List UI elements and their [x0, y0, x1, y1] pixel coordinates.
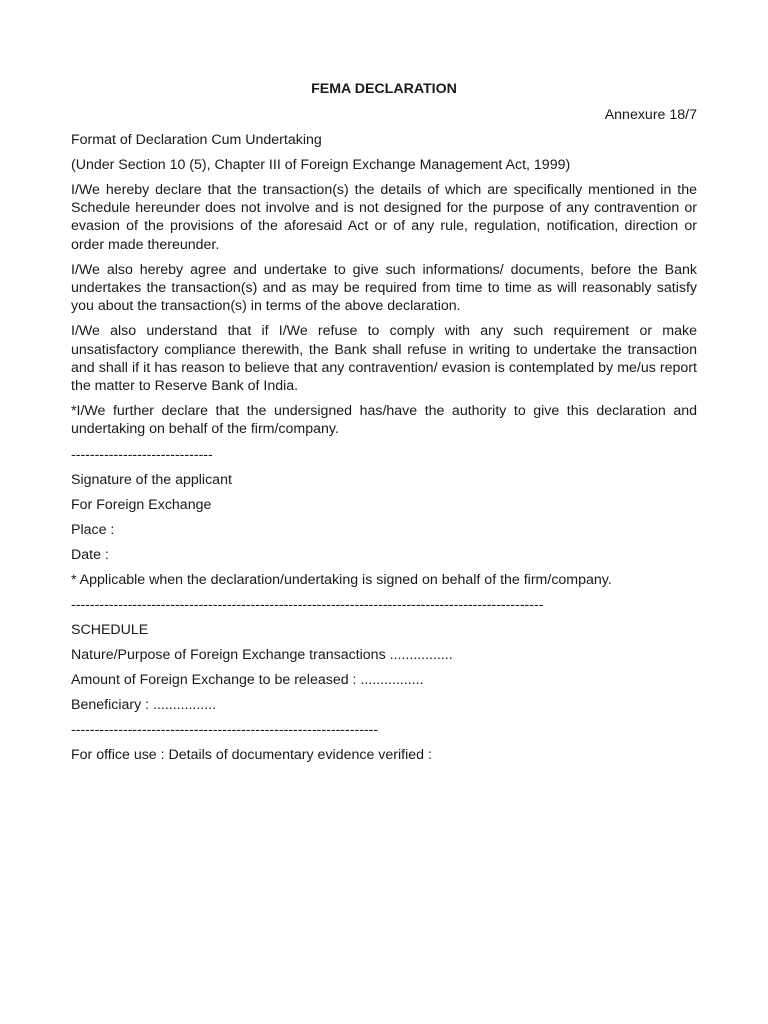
annexure-label: Annexure 18/7	[604, 107, 697, 123]
schedule-item-beneficiary: Beneficiary : ................	[71, 696, 217, 713]
declaration-paragraph-1: I/We hereby declare that the transaction(s) the details of which are specifically mentioned in the Schedule hereunder does not involve and is not designed for the purpose of any contravention or evasion of the provisions of the aforesaid Act or of any rule, regulation, notification, direction or order made thereunder.	[71, 182, 697, 253]
signature-label: Signature of the applicant	[71, 471, 232, 488]
schedule-item-nature: Nature/Purpose of Foreign Exchange transactions ................	[71, 646, 453, 663]
signature-line: ------------------------------	[71, 446, 213, 463]
footnote: * Applicable when the declaration/undertaking is signed on behalf of the firm/company.	[71, 571, 612, 588]
office-use-label: For office use : Details of documentary evidence verified :	[71, 746, 432, 763]
declaration-paragraph-4: *I/We further declare that the undersigned has/have the authority to give this declaration and undertaking on behalf of the firm/company.	[71, 403, 697, 438]
schedule-item-amount: Amount of Foreign Exchange to be released : ................	[71, 671, 424, 688]
document-page	[71, 80, 697, 764]
office-divider: -----------------------------------------------------------------	[71, 721, 379, 738]
section-reference: (Under Section 10 (5), Chapter III of Foreign Exchange Management Act, 1999)	[71, 157, 571, 173]
declaration-paragraph-2: I/We also hereby agree and undertake to give such informations/ documents, before the Bank undertakes the transaction(s) and as may be required from time to time as will reasonably satisfy you about the transaction(s) in terms of the above declaration.	[71, 261, 697, 315]
declaration-paragraph-3: I/We also understand that if I/We refuse to comply with any such requirement or make unsatisfactory compliance therewith, the Bank shall refuse in writing to undertake the transaction and shall if it has reason to believe that any contravention/ evasion is contemplated by me/us report the matter to Reserve Bank of India.	[71, 323, 697, 395]
for-foreign-exchange-label: For Foreign Exchange	[71, 496, 212, 513]
format-heading: Format of Declaration Cum Undertaking	[71, 132, 322, 148]
document-title: FEMA DECLARATION	[311, 81, 457, 97]
place-label: Place :	[71, 521, 115, 538]
date-label: Date :	[71, 546, 109, 563]
section-divider: ----------------------------------------------------------------------------------------------------	[71, 596, 544, 613]
schedule-heading: SCHEDULE	[71, 621, 149, 638]
